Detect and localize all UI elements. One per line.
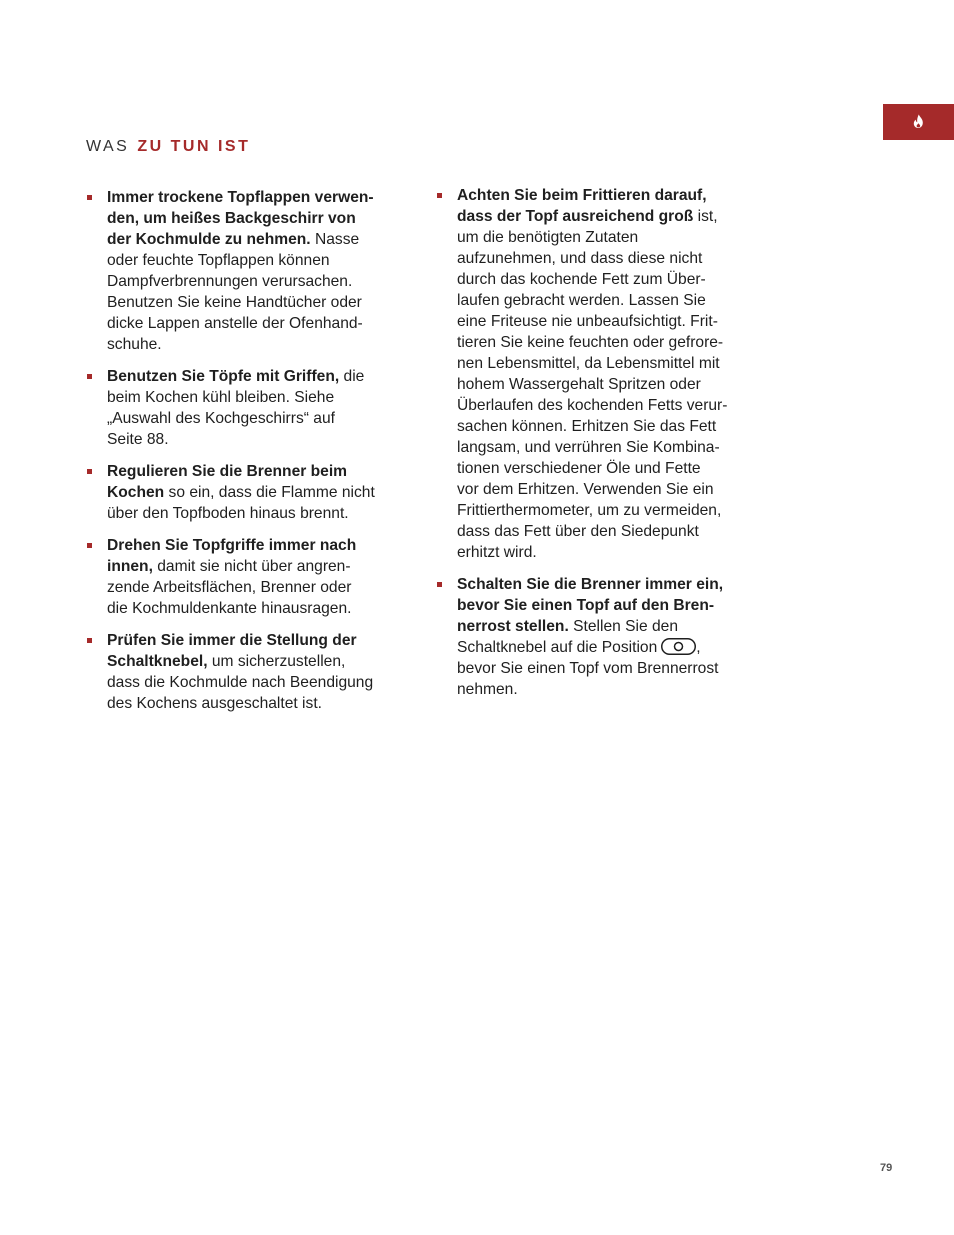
item-text: beim Kochen kühl bleiben. Siehe [107,389,335,406]
list-item [107,366,409,450]
item-text: dass das Fett über den Siedepunkt [457,523,699,540]
item-text: bevor Sie einen Topf vom Brennerrost [457,660,719,677]
item-text: Benutzen Sie keine Handtücher oder [107,294,362,311]
list-item [107,187,409,355]
item-text: vor dem Erhitzen. Verwenden Sie ein [457,481,714,498]
item-text: langsam, und verrühren Sie Kombina- [457,439,720,456]
page-number: 79 [880,1162,893,1174]
item-text: Benutzen Sie Töpfe mit Griffen, [107,368,340,385]
item-text: eine Friteuse nie unbeaufsichtigt. Frit- [457,313,718,330]
item-text: Nasse [310,231,360,248]
item-text: Stellen Sie den [568,618,679,635]
item-text: oder feuchte Topflappen können [107,252,330,269]
item-text: die [339,368,365,385]
list-item [107,630,409,714]
item-text: dass die Kochmulde nach Beendigung [107,674,374,691]
item-text: über den Topfboden hinaus brennt. [107,505,349,522]
item-text: aufzunehmen, und dass diese nicht [457,250,703,267]
bullet-square-icon [87,543,92,548]
bullet-square-icon [87,195,92,200]
section-tab [883,104,954,140]
item-text: Überlaufen des kochenden Fetts verur- [457,397,728,414]
section-title-part2: ZU TUN IST [137,138,251,155]
item-text: Dampfverbrennungen verursachen. [107,273,353,290]
item-text: schuhe. [107,336,162,353]
item-text: dass der Topf ausreichend groß [457,208,694,225]
item-text: durch das kochende Fett zum Über- [457,271,706,288]
item-text: den, um heißes Backgeschirr von [107,210,356,227]
item-text: Frittierthermometer, um zu vermeiden, [457,502,722,519]
item-text: Kochen [107,484,165,501]
item-text: Schalten Sie die Brenner immer ein, [457,576,724,593]
section-title-part1: WAS [86,138,130,155]
bullet-square-icon [87,469,92,474]
item-text: Schaltknebel auf die Position [457,639,658,656]
item-text: erhitzt wird. [457,544,537,561]
item-text: des Kochens ausgeschaltet ist. [107,695,322,712]
item-text: , [696,639,701,656]
item-text: zende Arbeitsflächen, Brenner oder [107,579,352,596]
item-text: hohem Wassergehalt Spritzen oder [457,376,701,393]
bullet-square-icon [437,582,442,587]
item-text: nen Lebensmittel, da Lebensmittel mit [457,355,720,372]
bullet-square-icon [87,638,92,643]
list-item [457,185,761,563]
item-text: bevor Sie einen Topf auf den Bren- [457,597,715,614]
item-text: um sicherzustellen, [207,653,346,670]
item-text: so ein, dass die Flamme nicht [164,484,375,501]
list-item [107,461,409,524]
left-column-list [107,187,409,725]
item-text: laufen gebracht werden. Lassen Sie [457,292,706,309]
item-text: Prüfen Sie immer die Stellung der [107,632,357,649]
off-position-knob-icon [661,638,696,655]
list-item [107,535,409,619]
item-text: tieren Sie keine feuchten oder gefrore- [457,334,724,351]
item-text: „Auswahl des Kochgeschirrs“ auf [107,410,335,427]
item-text: der Kochmulde zu nehmen. [107,231,311,248]
item-text: nerrost stellen. [457,618,569,635]
list-item [457,574,761,700]
item-text: tionen verschiedener Öle und Fette [457,460,701,477]
item-text: Drehen Sie Topfgriffe immer nach [107,537,357,554]
item-text: sachen können. Erhitzen Sie das Fett [457,418,717,435]
bullet-square-icon [437,193,442,198]
bullet-square-icon [87,374,92,379]
item-text: um die benötigten Zutaten [457,229,639,246]
item-text: Schaltknebel, [107,653,208,670]
item-text: Seite 88. [107,431,169,448]
section-title [86,136,250,158]
item-text: die Kochmuldenkante hinausragen. [107,600,352,617]
flame-icon [912,114,925,129]
item-text: innen, [107,558,153,575]
item-text: Regulieren Sie die Brenner beim [107,463,348,480]
right-column-list [457,185,761,711]
item-text: Achten Sie beim Frittieren darauf, [457,187,707,204]
item-text: Immer trockene Topflappen verwen- [107,189,374,206]
item-text: dicke Lappen anstelle der Ofenhand- [107,315,363,332]
item-text: ist, [693,208,718,225]
item-text: nehmen. [457,681,518,698]
item-text: damit sie nicht über angren- [152,558,351,575]
